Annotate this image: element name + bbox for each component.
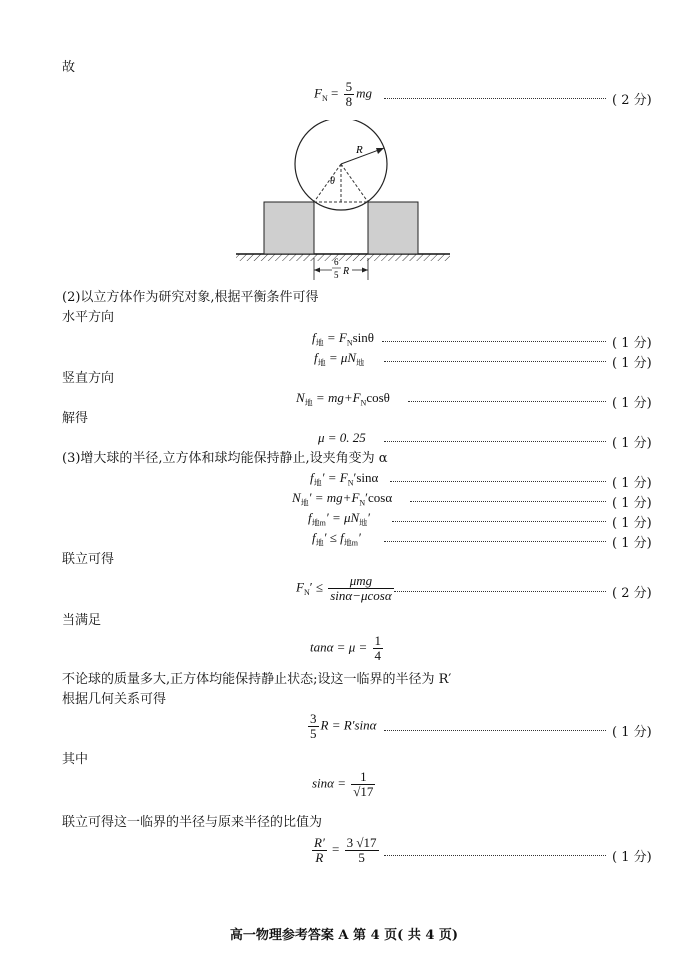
dim-r: R [343,266,350,277]
leader-dots [394,589,606,592]
equation-f-mu: $f_地 = \mu N_地$ [314,350,365,368]
leader-dots [384,359,606,362]
ground-hatch [236,254,450,261]
text-combine1: 联立可得 [62,552,115,567]
dim-num: 6 [334,257,339,267]
score-e12: ( 1 分) [612,725,652,740]
leader-dots [384,539,606,542]
score-e4: ( 1 分) [612,396,652,411]
equation-fm-prime: $f_{地m}' = \mu N_地'$ [308,510,371,528]
text-solve: 解得 [62,411,89,426]
equation-tan: tanα = μ = $\frac{1}{4}$ [310,633,382,663]
leader-dots [390,479,606,482]
text-part2: (2)以立方体作为研究对象,根据平衡条件可得 [62,290,319,305]
text-horizontal: 水平方向 [62,310,115,325]
leader-dots [384,439,606,442]
label-r: R [356,144,363,156]
right-cube [368,202,418,254]
equation-f-le: $f_地' \le f_{地m}'$ [312,530,361,548]
equation-sin: sinα = $\frac{1}{√17}$ [312,769,374,799]
score-e6: ( 1 分) [612,476,652,491]
leader-dots [382,339,606,342]
text-where: 其中 [62,752,89,767]
score-e5: ( 1 分) [612,436,652,451]
score-e14: ( 1 分) [612,850,652,865]
leader-dots [384,96,606,99]
label-theta: θ [330,176,335,187]
dim-den: 5 [334,270,339,280]
score-e7: ( 1 分) [612,496,652,511]
leader-dots [392,519,606,522]
leader-dots [384,853,606,856]
score-e2: ( 1 分) [612,336,652,351]
text-vertical: 竖直方向 [62,371,115,386]
text-when: 当满足 [62,613,102,628]
left-cube [264,202,314,254]
equation-geometry: $\frac{3}{5}$ R = R′sinα [310,711,377,741]
text-no-matter: 不论球的质量多大,正方体均能保持静止状态;设这一临界的半径为 R′ [62,672,452,687]
leader-dots [384,728,606,731]
text-gu: 故 [62,60,76,75]
equation-mu: μ = 0. 25 [318,430,366,445]
leader-dots [408,399,606,402]
equation-n-cos: $N_地 = mg+F_N\cos\theta$ [296,390,390,408]
text-part3: (3)增大球的半径,立方体和球均能保持静止,设夹角变为 α [62,451,388,466]
equation-fn: $F_N$ = $\frac{5}{8}$ mg [314,79,372,109]
leader-dots [410,499,606,502]
score-e3: ( 1 分) [612,356,652,371]
equation-f-prime: $f_地' = F_N'\sin\alpha$ [310,470,379,488]
page-footer: 高一物理参考答案 A 第 4 页( 共 4 页) [229,928,459,943]
equation-f-sin: $f_地 = F_N\sin\theta$ [312,330,375,348]
sphere-on-cubes-diagram [232,120,454,290]
equation-n-prime: $N_地' = mg+F_N'\cos\alpha$ [292,490,393,508]
equation-ratio: $\frac{R'}{R}$ = $\frac{3 √17}{5}$ [314,835,377,865]
score-e8: ( 1 分) [612,516,652,531]
text-geometry: 根据几何关系可得 [62,692,167,707]
text-combine2: 联立可得这一临界的半径与原来半径的比值为 [62,815,323,830]
score-e9: ( 1 分) [612,536,652,551]
score-e1: ( 2 分) [612,93,652,108]
score-e10: ( 2 分) [612,586,652,601]
equation-fn-le: $F_N'$ ≤ $\frac{\text{μmg}}{\sin\alpha-\mu\cos\alpha}$ [296,573,392,603]
